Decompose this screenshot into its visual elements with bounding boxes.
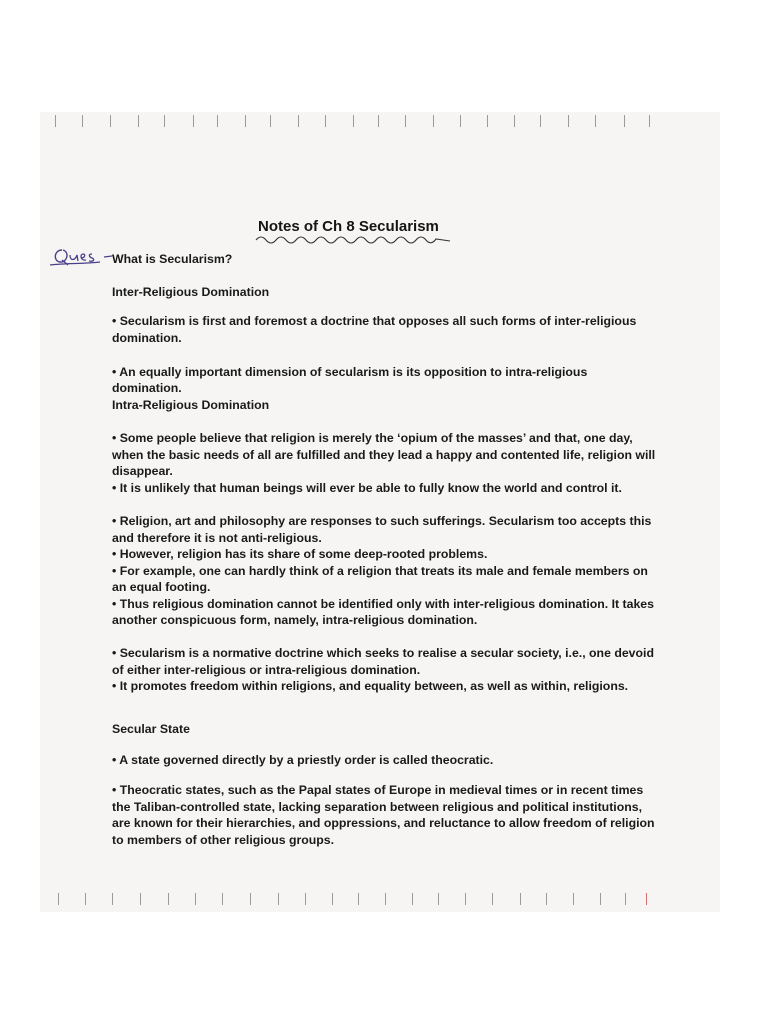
ruler-tick: [298, 115, 299, 127]
ruler-tick: [305, 893, 306, 905]
ruler-tick: [85, 893, 86, 905]
ruler-tick: [195, 893, 196, 905]
note-line: • However, religion has its share of some deep-rooted problems.: [112, 547, 488, 561]
note-line: • Some people believe that religion is merely the ‘opium of the masses’ and that, one day,: [112, 431, 633, 445]
ruler-tick: [595, 115, 596, 127]
note-line: • Religion, art and philosophy are responses to such sufferings. Secularism too accepts this: [112, 514, 652, 528]
ruler-tick: [325, 115, 326, 127]
ruler-tick: [649, 115, 650, 127]
ruler-tick: [487, 115, 488, 127]
ruler-tick: [433, 115, 434, 127]
ruler-tick: [624, 115, 625, 127]
ruler-tick: [514, 115, 515, 127]
ruler-tick: [245, 115, 246, 127]
note-line: Intra-Religious Domination: [112, 398, 270, 412]
note-line: • A state governed directly by a priestly order is called theocratic.: [112, 753, 494, 767]
ruler-tick: [138, 115, 139, 127]
note-line: • For example, one can hardly think of a religion that treats its male and female members on: [112, 564, 648, 578]
note-line: What is Secularism?: [112, 252, 233, 266]
ruler-tick: [332, 893, 333, 905]
note-line: the Taliban-controlled state, lacking separation between religious and political institutions,: [112, 800, 642, 814]
top-ruler-marks: [40, 115, 720, 129]
ruler-tick: [193, 115, 194, 127]
ruler-tick: [378, 115, 379, 127]
ruler-tick: [600, 893, 601, 905]
ruler-tick: [546, 893, 547, 905]
ruler-tick: [112, 893, 113, 905]
ruler-tick: [460, 115, 461, 127]
note-line: • An equally important dimension of secularism is its opposition to intra-religious: [112, 365, 588, 379]
ruler-tick: [438, 893, 439, 905]
note-line: • It is unlikely that human beings will ever be able to fully know the world and control it.: [112, 481, 622, 495]
ruler-tick: [353, 115, 354, 127]
ruler-tick: [217, 115, 218, 127]
ruler-tick: [385, 893, 386, 905]
note-line: an equal footing.: [112, 580, 211, 594]
ruler-tick: [55, 115, 56, 127]
ruler-tick: [520, 893, 521, 905]
note-line: of either inter-religious or intra-religious domination.: [112, 663, 421, 677]
note-line: and therefore it is not anti-religious.: [112, 531, 322, 545]
note-line: another conspicuous form, namely, intra-religious domination.: [112, 613, 478, 627]
ruler-tick: [58, 893, 59, 905]
note-line: disappear.: [112, 464, 173, 478]
ruler-tick: [412, 893, 413, 905]
note-line: are known for their hierarchies, and oppressions, and reluctance to allow freedom of religion: [112, 816, 655, 830]
ruler-tick: [164, 115, 165, 127]
ruler-tick: [82, 115, 83, 127]
ruler-tick: [110, 115, 111, 127]
ruler-tick: [168, 893, 169, 905]
title-underline-squiggle: [254, 233, 454, 247]
note-line: domination.: [112, 381, 182, 395]
note-line: to members of other religious groups.: [112, 833, 335, 847]
note-line: domination.: [112, 331, 182, 345]
bottom-ruler-marks: [40, 893, 720, 907]
ruler-tick: [250, 893, 251, 905]
note-line: when the basic needs of all are fulfilled and they lead a happy and contented life, religion will: [112, 448, 656, 462]
ruler-tick: [573, 893, 574, 905]
ruler-tick: [625, 893, 626, 905]
note-line: • Secularism is first and foremost a doctrine that opposes all such forms of inter-religious: [112, 314, 637, 328]
note-line: • It promotes freedom within religions, and equality between, as well as within, religions.: [112, 679, 629, 693]
note-line: • Theocratic states, such as the Papal states of Europe in medieval times or in recent times: [112, 783, 644, 797]
ruler-tick: [646, 893, 647, 905]
page-title: Notes of Ch 8 Secularism: [258, 218, 439, 235]
note-line: • Secularism is a normative doctrine which seeks to realise a secular society, i.e., one devoid: [112, 646, 654, 660]
note-line: Secular State: [112, 722, 190, 736]
ruler-tick: [465, 893, 466, 905]
ruler-tick: [222, 893, 223, 905]
ruler-tick: [358, 893, 359, 905]
ruler-tick: [270, 115, 271, 127]
note-line: Inter-Religious Domination: [112, 285, 270, 299]
ruler-tick: [492, 893, 493, 905]
ruler-tick: [568, 115, 569, 127]
ruler-tick: [405, 115, 406, 127]
ruler-tick: [540, 115, 541, 127]
ruler-tick: [140, 893, 141, 905]
handwritten-ques-icon: [48, 246, 114, 270]
ruler-tick: [278, 893, 279, 905]
note-line: • Thus religious domination cannot be identified only with inter-religious domination. It takes: [112, 597, 654, 611]
